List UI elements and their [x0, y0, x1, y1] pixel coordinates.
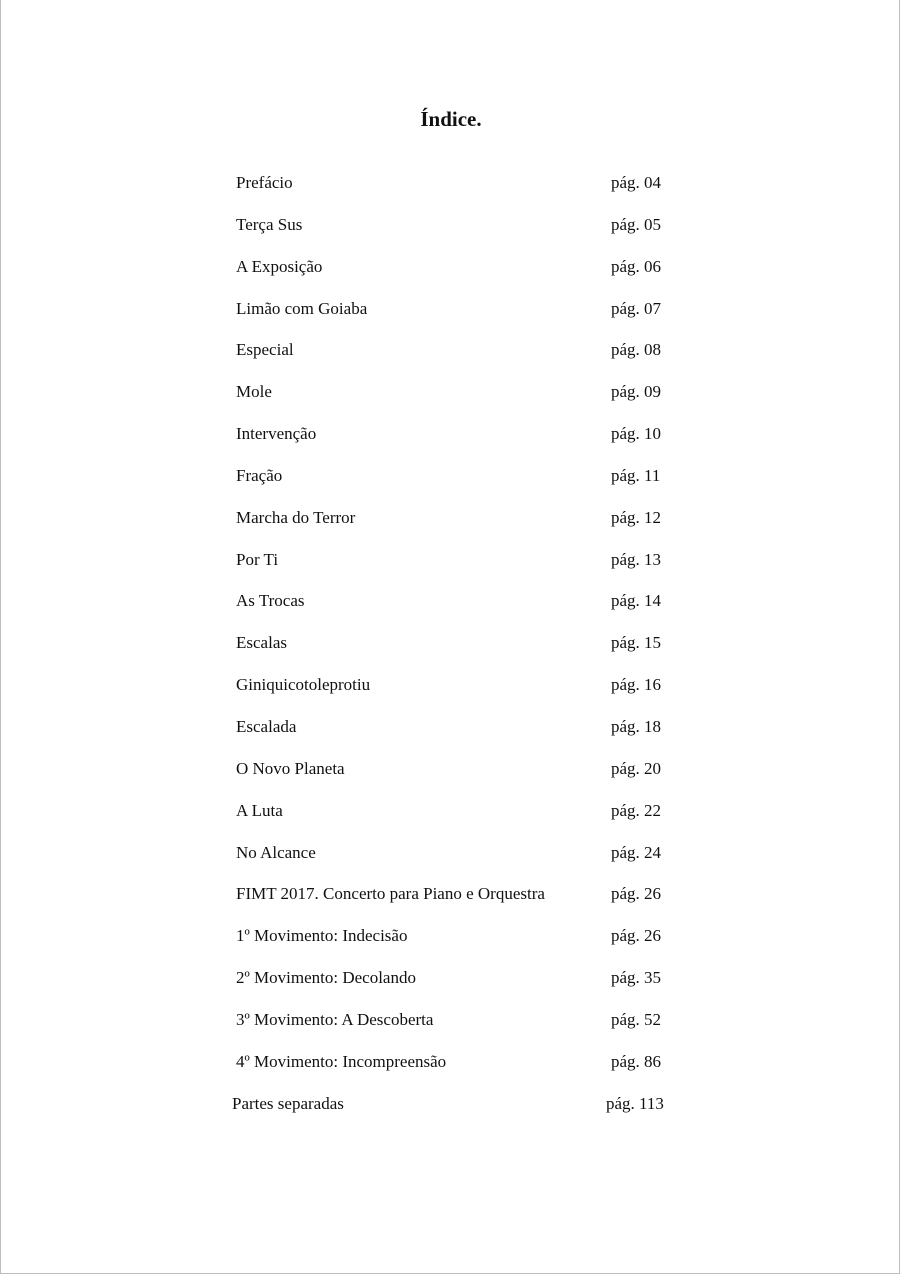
toc-entry-title: 2º Movimento: Decolando [236, 968, 416, 988]
toc-entry-page: pág. 20 [611, 758, 662, 778]
toc-entry-title: 1º Movimento: Indecisão [236, 926, 408, 946]
toc-entry-page: pág. 113 [606, 1093, 664, 1113]
toc-entry [236, 882, 676, 924]
toc-entry [236, 589, 676, 631]
toc-entry [236, 966, 676, 1008]
toc-entry-title: Terça Sus [236, 214, 303, 234]
toc-entry [236, 464, 676, 506]
toc-entry-page: pág. 11 [611, 465, 661, 485]
toc-entry-page: pág. 26 [611, 884, 662, 904]
toc-entry-page: pág. 52 [611, 1009, 662, 1029]
toc-entry-page: pág. 26 [611, 926, 662, 946]
toc-entry-page: pág. 07 [611, 298, 662, 318]
toc-entry-page: pág. 35 [611, 968, 662, 988]
toc-entry-page: pág. 04 [611, 173, 662, 192]
toc-entry-page: pág. 24 [611, 842, 662, 862]
toc-entry-page: pág. 08 [611, 340, 662, 360]
toc-entry [236, 213, 676, 255]
toc-entry-title: O Novo Planeta [236, 758, 345, 778]
toc-entry [236, 1050, 676, 1092]
toc-entry-title: Partes separadas [232, 1093, 344, 1113]
toc-entry-page: pág. 15 [611, 633, 662, 653]
toc-entry [236, 841, 676, 883]
toc-entry-page: pág. 18 [611, 716, 662, 736]
toc-entry-page: pág. 14 [611, 591, 662, 611]
toc-entry [232, 1092, 676, 1134]
page-title: Índice. [420, 107, 482, 131]
toc-entry-page: pág. 05 [611, 214, 662, 234]
toc-entry-title: Intervenção [236, 424, 317, 444]
toc-entry-title: Giniquicotoleprotiu [236, 675, 371, 695]
toc-entry [236, 1008, 676, 1050]
toc-entry [236, 799, 676, 841]
toc-entry-page: pág. 13 [611, 549, 662, 569]
toc-entry-page: pág. 10 [611, 424, 662, 444]
toc-entry-title: Prefácio [236, 173, 293, 192]
toc-entry-page: pág. 06 [611, 256, 662, 276]
toc-entry [236, 255, 676, 297]
toc-entry-title: Especial [236, 340, 294, 360]
toc-entry-title: Escalada [236, 716, 297, 736]
toc-entry [236, 673, 676, 715]
toc-entry-page: pág. 22 [611, 800, 662, 820]
toc-entry-title: A Luta [236, 800, 283, 820]
toc-entry-title: 4º Movimento: Incompreensão [236, 1051, 447, 1071]
toc-entry-title: Escalas [236, 633, 287, 653]
toc-entry [236, 422, 676, 464]
table-of-contents [232, 171, 676, 1133]
toc-entry-title: A Exposição [236, 256, 323, 276]
toc-entry-page: pág. 86 [611, 1051, 662, 1071]
toc-entry [236, 548, 676, 590]
toc-entry [236, 297, 676, 339]
toc-entry-title: As Trocas [236, 591, 305, 611]
toc-entry [236, 338, 676, 380]
toc-entry [236, 380, 676, 422]
toc-entry [236, 506, 676, 548]
toc-entry-title: Limão com Goiaba [236, 298, 368, 318]
toc-entry-title: 3º Movimento: A Descoberta [236, 1009, 434, 1029]
toc-entry [236, 757, 676, 799]
toc-entry-title: Mole [236, 382, 272, 402]
toc-entry-page: pág. 16 [611, 675, 662, 695]
toc-entry-title: Por Ti [236, 549, 279, 569]
toc-entry-title: Marcha do Terror [236, 507, 356, 527]
toc-entry-title: Fração [236, 465, 283, 485]
toc-entry [236, 631, 676, 673]
toc-entry-page: pág. 12 [611, 507, 662, 527]
toc-entry [236, 171, 676, 213]
toc-entry-title: No Alcance [236, 842, 316, 862]
toc-entry-title: FIMT 2017. Concerto para Piano e Orquestra [236, 884, 545, 904]
toc-entry [236, 715, 676, 757]
toc-entry [236, 924, 676, 966]
toc-entry-page: pág. 09 [611, 382, 662, 402]
